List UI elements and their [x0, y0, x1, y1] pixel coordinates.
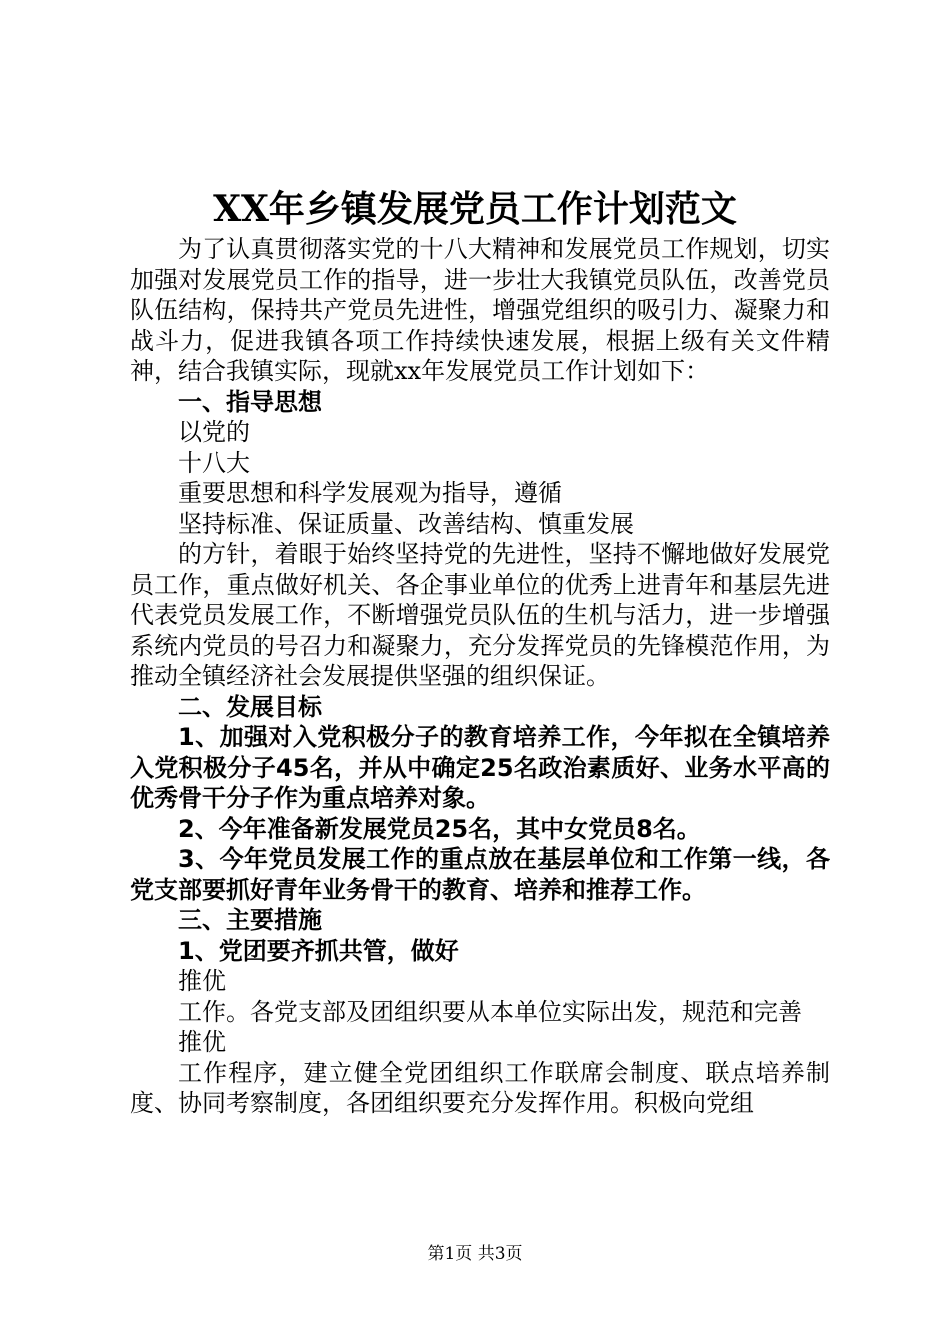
section-heading-main-measures: 三、主要措施	[178, 906, 322, 934]
page-number-footer: 第1页 共3页	[427, 1244, 523, 1264]
paragraph-line: 推优	[178, 1028, 226, 1056]
paragraph-guiding-policy: 的方针，着眼于始终坚持党的先进性，坚持不懈地做好发展党员工作，重点做好机关、各企事业单位的优秀上进青年和基层先进代表党员发展工作，不断增强党员队伍的生机与活力，进一步增强系统内党员的号召力和凝聚力，充分发挥党员的先锋模范作用，为推动全镇经济社会发展提供坚强的组织保证。	[130, 540, 830, 690]
section-heading-development-goals: 二、发展目标	[178, 692, 322, 721]
paragraph-measure-text: 工作程序，建立健全党团组织工作联席会制度、联点培养制度、协同考察制度，各团组织要充分发挥作用。积极向党组	[130, 1058, 830, 1117]
paragraph-line: 坚持标准、保证质量、改善结构、慎重发展	[178, 509, 634, 538]
document-title: XX年乡镇发展党员工作计划范文	[213, 188, 737, 230]
goal-item-2: 2、今年准备新发展党员25名，其中女党员8名。	[178, 814, 701, 843]
document-body	[130, 234, 830, 1119]
paragraph-line: 十八大	[178, 448, 250, 477]
goal-item-1: 1、加强对入党积极分子的教育培养工作，今年拟在全镇培养入党积极分子45名，并从中确定25名政治素质好、业务水平高的优秀骨干分子作为重点培养对象。	[130, 723, 830, 812]
measure-item-1: 1、党团要齐抓共管，做好	[178, 936, 459, 965]
paragraph-line: 重要思想和科学发展观为指导，遵循	[178, 479, 562, 507]
goal-item-3: 3、今年党员发展工作的重点放在基层单位和工作第一线，各党支部要抓好青年业务骨干的教育、培养和推荐工作。	[130, 845, 830, 904]
paragraph-measure-text: 工作。各党支部及团组织要从本单位实际出发，规范和完善	[178, 997, 802, 1026]
section-heading-guiding-thought: 一、指导思想	[178, 387, 322, 416]
paragraph-line: 推优	[178, 967, 226, 995]
paragraph-intro: 为了认真贯彻落实党的十八大精神和发展党员工作规划，切实加强对发展党员工作的指导，进一步壮大我镇党员队伍，改善党员队伍结构，保持共产党员先进性，增强党组织的吸引力、凝聚力和战斗力，促进我镇各项工作持续快速发展，根据上级有关文件精神，结合我镇实际，现就xx年发展党员工作计划如下：	[130, 235, 830, 385]
paragraph-line: 以党的	[178, 418, 250, 446]
